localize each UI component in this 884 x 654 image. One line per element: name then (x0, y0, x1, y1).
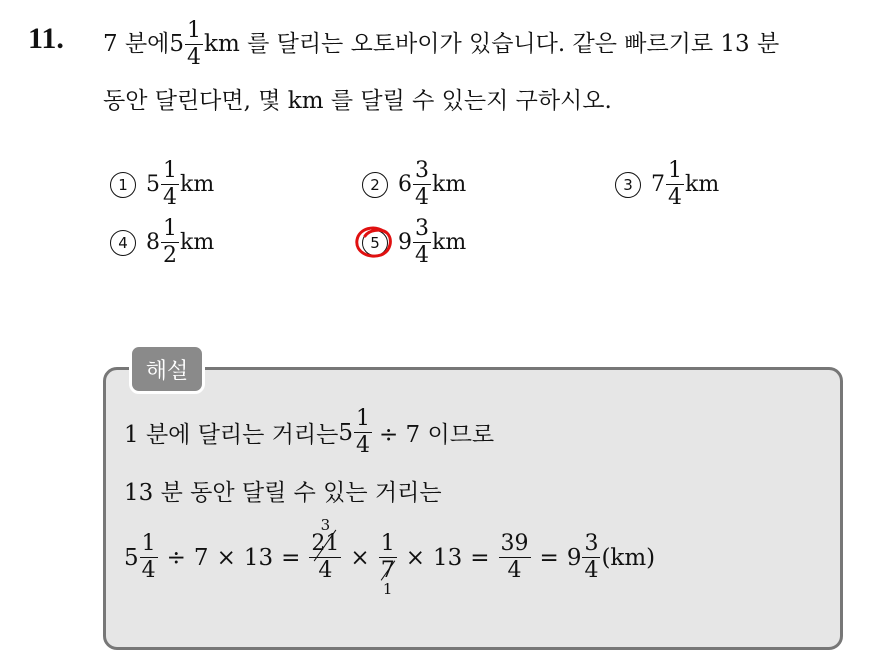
question-whole: 5 (169, 31, 185, 57)
choice-marker: 4 (110, 230, 136, 256)
eq-times: × (350, 544, 370, 571)
fraction-denominator-cancelled: 7 (380, 558, 395, 583)
fraction-numerator: 3 (584, 531, 599, 556)
eq-whole-e: 9 (566, 544, 582, 571)
choice-marker: 3 (615, 172, 641, 198)
fraction-numerator: 1 (668, 158, 682, 183)
eq-equals: = (281, 544, 301, 571)
cancel-result: 1 (382, 580, 393, 598)
choice-unit: km (685, 172, 720, 197)
explanation-tag: 해설 (129, 344, 205, 394)
fraction-denominator: 4 (318, 558, 333, 583)
choice-fraction (161, 160, 179, 209)
eq-fraction-d (499, 533, 531, 582)
eq-fraction-c (379, 518, 397, 597)
fraction-numerator: 1 (141, 531, 156, 556)
eq-divide: ÷ (166, 544, 186, 571)
choice-1[interactable] (110, 160, 214, 209)
question-text-1b: km 를 달리는 오토바이가 있습니다. 같은 빠르기로 13 분 (204, 31, 780, 57)
question-number: 11. (28, 22, 64, 55)
choice-fraction (161, 218, 179, 267)
fraction-numerator: 39 (500, 531, 529, 556)
choice-4[interactable] (110, 218, 214, 267)
fraction-denominator: 4 (355, 433, 370, 458)
eq-fraction-a (140, 533, 158, 582)
eq-equals: = (539, 544, 559, 571)
explanation-text-1a: 1 분에 달리는 거리는 (124, 422, 339, 448)
choice-marker: 5 (362, 230, 388, 256)
question-text-1a: 7 분에 (103, 31, 170, 57)
choice-whole: 6 (398, 172, 412, 197)
choice-marker: 2 (362, 172, 388, 198)
fraction-denominator: 4 (163, 185, 177, 210)
fraction-numerator: 1 (355, 406, 370, 431)
explanation-equation (124, 518, 655, 597)
choice-fraction (413, 160, 431, 209)
fraction-denominator: 4 (668, 185, 682, 210)
choice-whole: 8 (146, 230, 160, 255)
cancel-result: 3 (320, 516, 331, 534)
explanation-whole: 5 (338, 419, 353, 446)
fraction-denominator: 2 (163, 243, 177, 268)
choice-whole: 7 (651, 172, 665, 197)
answer-circle-mark (353, 225, 397, 261)
eq-thirteen: 13 (432, 544, 463, 571)
question-fraction (185, 20, 203, 69)
choice-unit: km (180, 230, 215, 255)
fraction-numerator: 1 (163, 158, 177, 183)
choice-marker: 1 (110, 172, 136, 198)
eq-thirteen: 13 (243, 544, 274, 571)
fraction-numerator: 1 (380, 531, 395, 556)
explanation-line-2: 13 분 동안 달릴 수 있는 거리는 (124, 480, 442, 506)
choice-whole: 5 (146, 172, 160, 197)
choice-fraction (413, 218, 431, 267)
eq-times: × (216, 544, 236, 571)
eq-equals: = (470, 544, 490, 571)
explanation-text-1b: ÷ 7 이므로 (378, 422, 495, 448)
eq-unit: (km) (601, 544, 656, 571)
fraction-numerator: 1 (187, 18, 202, 43)
fraction-denominator: 4 (141, 558, 156, 583)
eq-fraction-e (582, 533, 600, 582)
eq-seven: 7 (193, 544, 209, 571)
choice-3[interactable] (615, 160, 719, 209)
fraction-denominator: 4 (507, 558, 522, 583)
explanation-fraction (354, 408, 372, 457)
fraction-denominator: 4 (187, 45, 202, 70)
fraction-numerator: 1 (163, 216, 177, 241)
fraction-denominator: 4 (415, 185, 429, 210)
question-line-2: 동안 달린다면, 몇 km 를 달릴 수 있는지 구하시오. (103, 88, 612, 114)
choice-unit: km (180, 172, 215, 197)
fraction-numerator: 3 (415, 158, 429, 183)
question-line-1 (103, 20, 779, 69)
choice-whole: 9 (398, 230, 412, 255)
explanation-line-1 (124, 408, 494, 457)
eq-times: × (405, 544, 425, 571)
fraction-denominator: 4 (584, 558, 599, 583)
fraction-denominator: 4 (415, 243, 429, 268)
fraction-numerator: 3 (415, 216, 429, 241)
choice-unit: km (432, 172, 467, 197)
choice-fraction (666, 160, 684, 209)
fraction-numerator-cancelled: 21 (311, 531, 340, 556)
eq-fraction-b (309, 518, 341, 597)
choice-2[interactable] (362, 160, 466, 209)
choice-unit: km (432, 230, 467, 255)
eq-whole-a: 5 (124, 544, 139, 571)
